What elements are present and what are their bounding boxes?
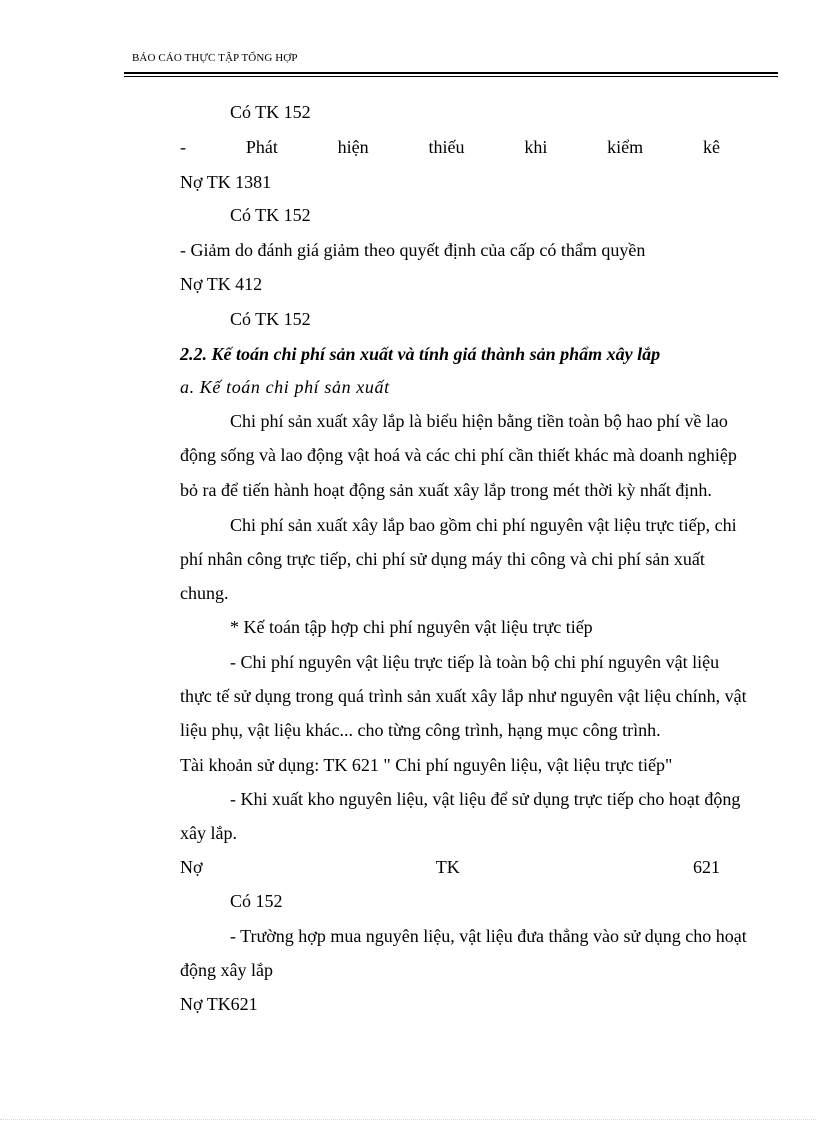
text-line: Có TK 152 [230, 205, 311, 225]
paragraph-line: * Kế toán tập hợp chi phí nguyên vật liệu trực tiếp [230, 617, 593, 637]
paragraph-line: liệu phụ, vật liệu khác... cho từng công trình, hạng mục công trình. [180, 720, 661, 740]
text-line: Nợ TK 1381 [180, 172, 272, 192]
paragraph-line: động xây lắp [180, 960, 273, 980]
header-rule-thin [124, 76, 778, 77]
subsection-heading: a. Kế toán chi phí sản xuất [180, 377, 390, 397]
text-line-justified [180, 856, 720, 878]
paragraph-line: - Khi xuất kho nguyên liệu, vật liệu để sử dụng trực tiếp cho hoạt động [230, 789, 741, 809]
page-bottom-rule [0, 1119, 816, 1120]
paragraph-line: thực tế sử dụng trong quá trình sản xuất xây lắp như nguyên vật liệu chính, vật [180, 686, 747, 706]
paragraph-line: chung. [180, 583, 229, 603]
paragraph-line: xây lắp. [180, 823, 237, 843]
text-line: Có TK 152 [230, 102, 311, 122]
paragraph-line: Tài khoản sử dụng: TK 621 " Chi phí nguyên liệu, vật liệu trực tiếp" [180, 755, 673, 775]
word: Nợ [180, 857, 203, 877]
text-line: Nợ TK 412 [180, 274, 263, 294]
paragraph-line: phí nhân công trực tiếp, chi phí sử dụng máy thi công và chi phí sản xuất [180, 549, 705, 569]
text-line: Nợ TK621 [180, 994, 258, 1014]
document-header-title: BÁO CÁO THỰC TẬP TỔNG HỢP [132, 52, 298, 64]
word: thiếu [428, 137, 465, 157]
section-heading: 2.2. Kế toán chi phí sản xuất và tính giá thành sản phẩm xây lắp [180, 344, 661, 364]
paragraph-line: - Chi phí nguyên vật liệu trực tiếp là toàn bộ chi phí nguyên vật liệu [230, 652, 720, 672]
word: 621 [693, 857, 720, 877]
word: hiện [337, 137, 369, 157]
paragraph-line: Chi phí sản xuất xây lắp là biểu hiện bằng tiền toàn bộ hao phí về lao [230, 411, 728, 431]
word: TK [435, 857, 460, 877]
paragraph-line: Chi phí sản xuất xây lắp bao gồm chi phí nguyên vật liệu trực tiếp, chi [230, 515, 737, 535]
word: - [180, 137, 186, 157]
word: kiểm [607, 137, 644, 157]
text-line-justified [180, 136, 720, 158]
text-line: - Giảm do đánh giá giảm theo quyết định của cấp có thẩm quyền [180, 240, 646, 260]
word: Phát [245, 137, 278, 157]
paragraph-line: - Trường hợp mua nguyên liệu, vật liệu đưa thẳng vào sử dụng cho hoạt [230, 926, 747, 946]
paragraph-line: bỏ ra để tiến hành hoạt động sản xuất xây lắp trong mét thời kỳ nhất định. [180, 480, 712, 500]
paragraph-line: động sống và lao động vật hoá và các chi phí cần thiết khác mà doanh nghiệp [180, 445, 737, 465]
text-line: Có TK 152 [230, 309, 311, 329]
header-rule-thick [124, 72, 778, 74]
word: kê [703, 137, 720, 157]
text-line: Có 152 [230, 891, 283, 911]
word: khi [524, 137, 548, 157]
